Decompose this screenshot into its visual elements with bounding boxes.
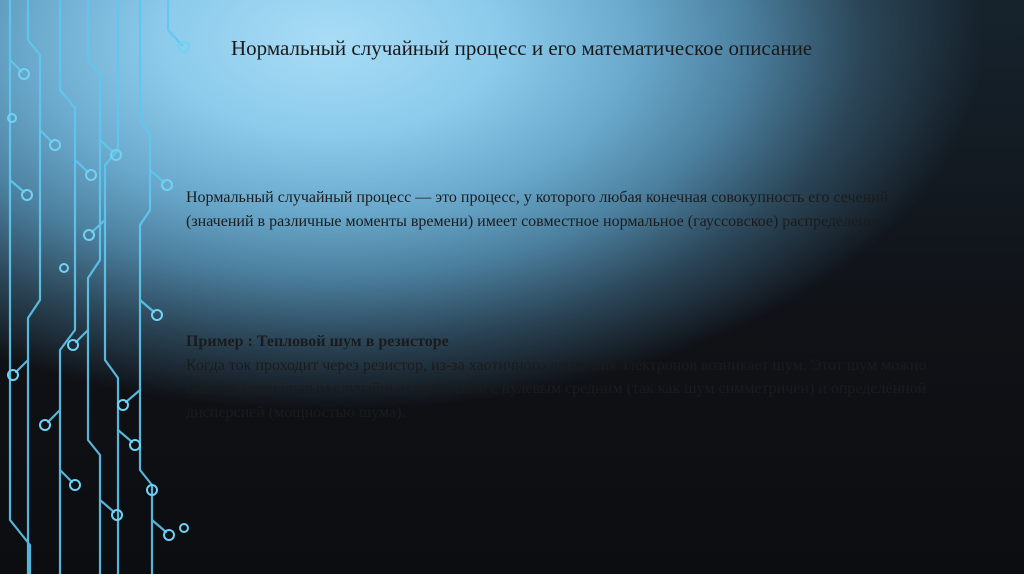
circuit-board-decoration	[0, 0, 200, 574]
definition-paragraph: Нормальный случайный процесс — это процесс, у которого любая конечная совокупность его сечений (значений в различные моменты времени) имеет совместное нормальное (гауссовское) распределение.	[186, 189, 889, 230]
example-heading: Пример : Тепловой шум в резисторе	[186, 333, 449, 350]
example-text: Когда ток проходит через резистор, из-за хаотичного движения электронов возникает шум. Этот шум можно описать нормальным случайным процессом с нулевым средним (так как шум симметричен) и определённой дисперсией (мощностью шума).	[186, 356, 927, 421]
example-block	[186, 330, 946, 424]
slide-title: Нормальный случайный процесс и его математическое описание	[231, 36, 813, 60]
